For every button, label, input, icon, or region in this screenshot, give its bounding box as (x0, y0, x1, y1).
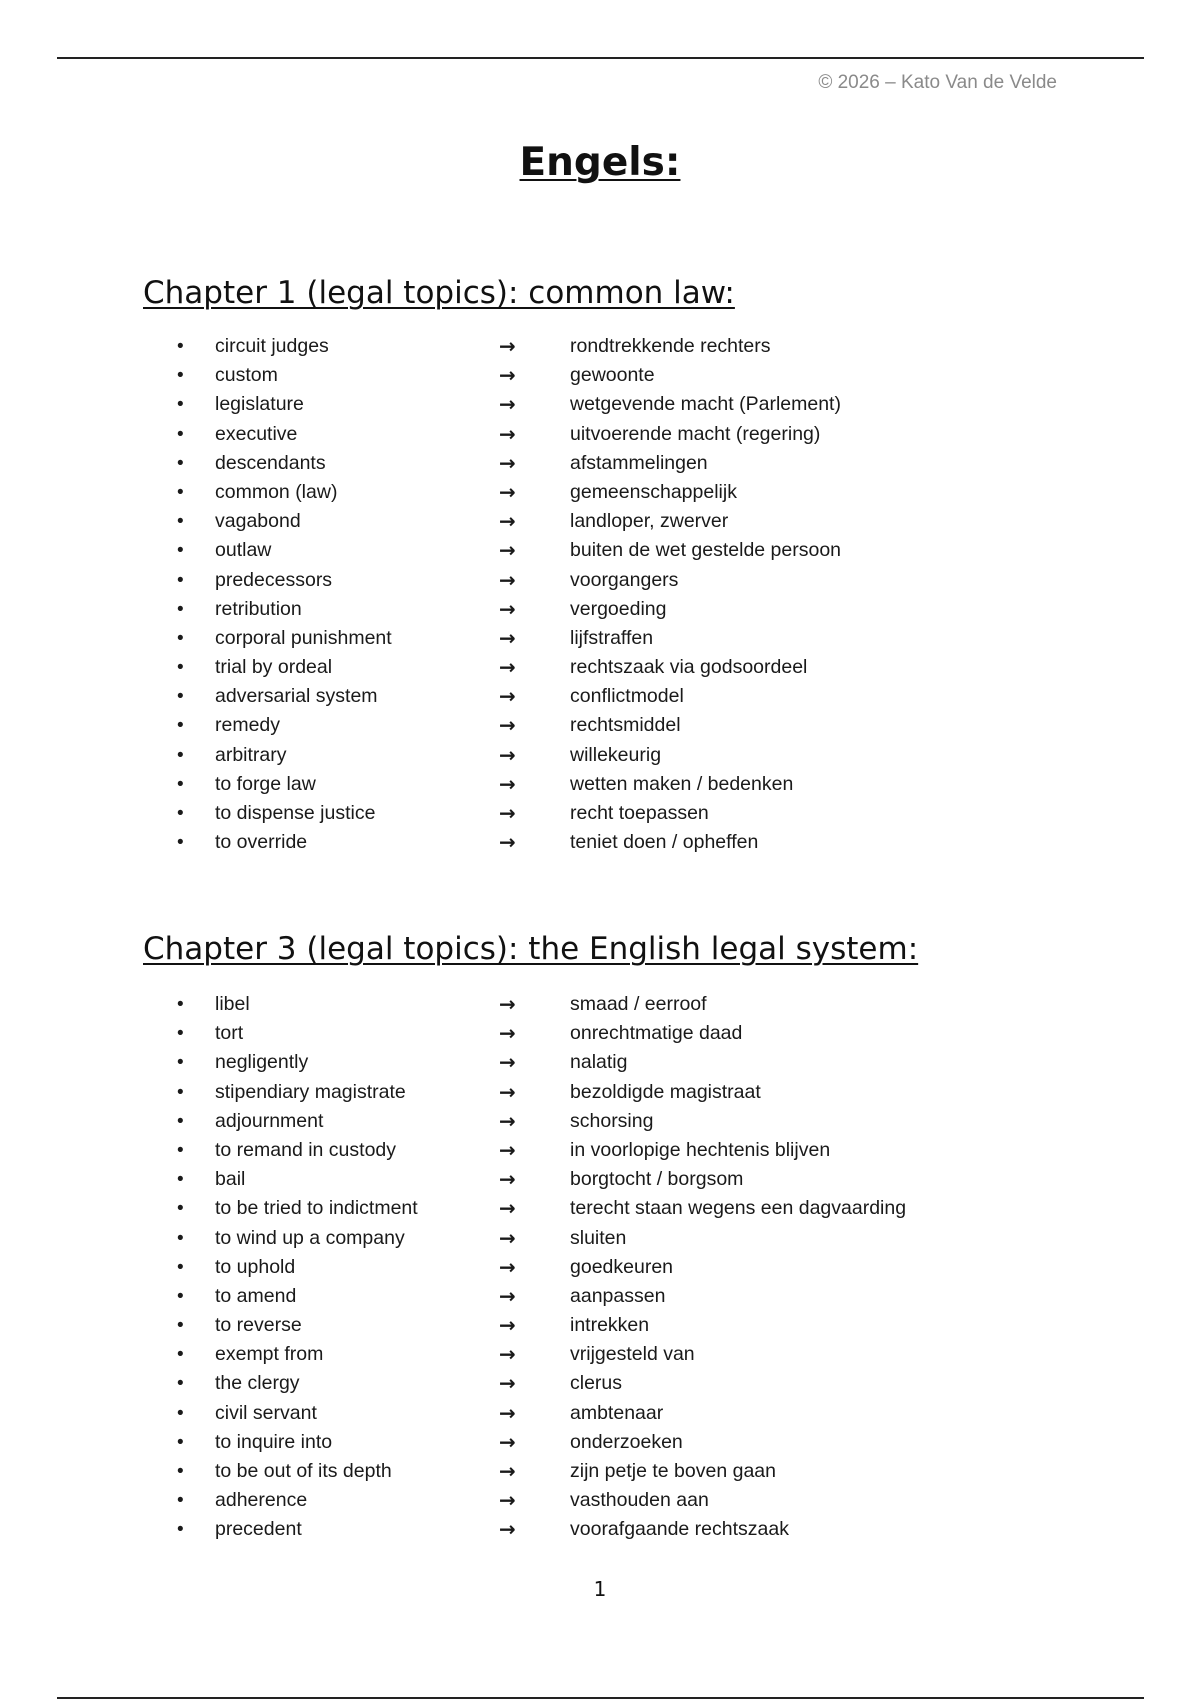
vocab-translation: voorafgaande rechtszaak (570, 1518, 789, 1541)
arrow-right-icon: → (499, 1313, 516, 1338)
vocab-term: legislature (215, 393, 304, 416)
page-number: 1 (593, 1577, 607, 1601)
vocab-term: to amend (215, 1284, 297, 1307)
vocab-translation: schorsing (570, 1109, 654, 1132)
chapter-1-vocab-list (0, 332, 1200, 857)
arrow-right-icon: → (499, 1167, 516, 1192)
vocab-translation: recht toepassen (570, 802, 709, 824)
vocab-term: custom (215, 364, 278, 387)
arrow-right-icon: → (499, 801, 516, 825)
vocab-translation: borgtocht / borgsom (570, 1168, 744, 1191)
arrow-right-icon: → (499, 567, 516, 592)
document-title (0, 140, 1200, 185)
vocab-item (0, 1486, 1200, 1515)
vocab-term: exempt from (215, 1343, 324, 1366)
arrow-right-icon: → (499, 1137, 516, 1162)
vocab-term: stipendiary magistrate (215, 1080, 406, 1103)
arrow-right-icon: → (499, 1021, 516, 1046)
bullet-icon: • (177, 1198, 184, 1220)
vocab-item (0, 1019, 1200, 1048)
arrow-right-icon: → (499, 1225, 516, 1250)
arrow-right-icon: → (499, 992, 516, 1016)
bullet-icon: • (177, 803, 184, 824)
bullet-icon: • (177, 1285, 184, 1307)
vocab-translation: intrekken (570, 1314, 650, 1337)
vocab-term: corporal punishment (215, 626, 392, 649)
arrow-right-icon: → (499, 1079, 516, 1104)
bullet-icon: • (177, 686, 184, 708)
vocab-term: to remand in custody (215, 1138, 397, 1161)
vocab-term: to wind up a company (215, 1226, 405, 1249)
bullet-icon: • (177, 365, 184, 387)
bullet-icon: • (177, 336, 184, 357)
arrow-right-icon: → (499, 421, 516, 446)
vocab-translation: conflictmodel (570, 685, 684, 708)
arrow-right-icon: → (499, 1196, 516, 1221)
bullet-icon: • (177, 1373, 184, 1395)
vocab-item (0, 828, 1200, 857)
vocab-term: circuit judges (215, 335, 329, 357)
vocab-item (0, 1224, 1200, 1253)
vocab-translation: uitvoerende macht (regering) (570, 422, 821, 445)
vocab-item (0, 990, 1200, 1019)
vocab-term: outlaw (215, 539, 272, 562)
vocab-item (0, 420, 1200, 449)
vocab-term: common (law) (215, 480, 338, 503)
vocab-translation: rondtrekkende rechters (570, 335, 771, 357)
chapter-3-heading: Chapter 3 (legal topics): the English legal system: (143, 931, 919, 967)
arrow-right-icon: → (499, 1517, 516, 1542)
vocab-item (0, 1515, 1200, 1544)
vocab-translation: onrechtmatige daad (570, 1022, 743, 1045)
vocab-translation: zijn petje te boven gaan (570, 1460, 776, 1482)
vocab-item (0, 1340, 1200, 1369)
vocab-term: to reverse (215, 1314, 302, 1337)
vocab-item (0, 741, 1200, 770)
bullet-icon: • (177, 423, 184, 445)
vocab-translation: vasthouden aan (570, 1489, 709, 1512)
bullet-icon: • (177, 657, 184, 679)
vocab-translation: sluiten (570, 1226, 627, 1249)
copyright-notice: © 2026 – Kato Van de Velde (818, 72, 1057, 93)
arrow-right-icon: → (499, 450, 516, 475)
vocab-translation: wetten maken / bedenken (570, 772, 794, 795)
bullet-icon: • (177, 1169, 184, 1191)
vocab-translation: clerus (570, 1372, 623, 1395)
vocab-term: libel (215, 993, 250, 1015)
vocab-translation: bezoldigde magistraat (570, 1080, 761, 1103)
vocab-translation: landloper, zwerver (570, 510, 729, 533)
vocab-term: adherence (215, 1489, 308, 1512)
bullet-icon: • (177, 1081, 184, 1103)
vocab-translation: teniet doen / opheffen (570, 831, 759, 854)
vocab-term: the clergy (215, 1372, 300, 1395)
bullet-icon: • (177, 1490, 184, 1512)
arrow-right-icon: → (499, 509, 516, 534)
vocab-item (0, 478, 1200, 507)
vocab-term: arbitrary (215, 743, 287, 766)
vocab-term: to uphold (215, 1255, 296, 1278)
arrow-right-icon: → (499, 713, 516, 738)
bullet-icon: • (177, 994, 184, 1015)
arrow-right-icon: → (499, 1283, 516, 1308)
arrow-right-icon: → (499, 1459, 516, 1483)
vocab-translation: vergoeding (570, 597, 667, 620)
vocab-translation: voorgangers (570, 568, 679, 591)
vocab-translation: ambtenaar (570, 1401, 664, 1424)
vocab-item (0, 799, 1200, 828)
vocab-term: adjournment (215, 1109, 324, 1132)
vocab-item (0, 1165, 1200, 1194)
vocab-item (0, 595, 1200, 624)
arrow-right-icon: → (499, 655, 516, 680)
vocab-term: to forge law (215, 772, 316, 795)
vocab-item (0, 1428, 1200, 1457)
vocab-item (0, 770, 1200, 799)
vocab-term: descendants (215, 451, 326, 474)
bullet-icon: • (177, 481, 184, 503)
arrow-right-icon: → (499, 334, 516, 358)
bullet-icon: • (177, 452, 184, 474)
arrow-right-icon: → (499, 1429, 516, 1454)
bullet-icon: • (177, 715, 184, 737)
arrow-right-icon: → (499, 1050, 516, 1075)
vocab-term: executive (215, 422, 298, 445)
vocab-item (0, 1078, 1200, 1107)
arrow-right-icon: → (499, 363, 516, 388)
bullet-icon: • (177, 1315, 184, 1337)
vocab-translation: wetgevende macht (Parlement) (570, 393, 841, 416)
vocab-item (0, 624, 1200, 653)
vocab-term: retribution (215, 597, 302, 620)
arrow-right-icon: → (499, 538, 516, 563)
vocab-term: bail (215, 1168, 246, 1191)
header-rule (57, 57, 1144, 59)
vocab-translation: vrijgesteld van (570, 1343, 695, 1366)
vocab-term: to be tried to indictment (215, 1197, 418, 1220)
bullet-icon: • (177, 569, 184, 591)
vocab-item (0, 682, 1200, 711)
vocab-item (0, 390, 1200, 419)
vocab-translation: buiten de wet gestelde persoon (570, 539, 842, 562)
arrow-right-icon: → (499, 1254, 516, 1279)
vocab-item (0, 1311, 1200, 1340)
vocab-term: to override (215, 831, 308, 854)
bullet-icon: • (177, 598, 184, 620)
footer-rule (57, 1697, 1144, 1699)
vocab-item (0, 1282, 1200, 1311)
arrow-right-icon: → (499, 742, 516, 767)
vocab-translation: rechtszaak via godsoordeel (570, 656, 808, 679)
vocab-translation: terecht staan wegens een dagvaarding (570, 1197, 907, 1220)
vocab-translation: lijfstraffen (570, 626, 654, 649)
vocab-item (0, 1457, 1200, 1486)
bullet-icon: • (177, 511, 184, 533)
arrow-right-icon: → (499, 684, 516, 709)
arrow-right-icon: → (499, 392, 516, 417)
vocab-term: tort (215, 1022, 244, 1045)
vocab-translation: gemeenschappelijk (570, 480, 737, 503)
vocab-item (0, 1369, 1200, 1398)
vocab-term: adversarial system (215, 685, 378, 708)
bullet-icon: • (177, 1023, 184, 1045)
vocab-translation: nalatig (570, 1051, 628, 1074)
arrow-right-icon: → (499, 830, 516, 855)
bullet-icon: • (177, 540, 184, 562)
bullet-icon: • (177, 1110, 184, 1132)
vocab-term: civil servant (215, 1401, 317, 1424)
document-title-text: Engels: (519, 140, 681, 185)
bullet-icon: • (177, 744, 184, 766)
vocab-term: remedy (215, 714, 281, 737)
arrow-right-icon: → (499, 1342, 516, 1367)
vocab-item (0, 711, 1200, 740)
arrow-right-icon: → (499, 479, 516, 504)
vocab-term: to inquire into (215, 1430, 333, 1453)
arrow-right-icon: → (499, 1488, 516, 1513)
vocab-term: to be out of its depth (215, 1460, 392, 1482)
vocab-term: to dispense justice (215, 802, 376, 824)
bullet-icon: • (177, 1139, 184, 1161)
bullet-icon: • (177, 1402, 184, 1424)
vocab-item (0, 1399, 1200, 1428)
arrow-right-icon: → (499, 1108, 516, 1133)
vocab-item (0, 1107, 1200, 1136)
vocab-term: predecessors (215, 568, 333, 591)
vocab-item (0, 449, 1200, 478)
vocab-translation: rechtsmiddel (570, 714, 681, 737)
vocab-item (0, 653, 1200, 682)
vocab-translation: onderzoeken (570, 1430, 683, 1453)
chapter-1-heading: Chapter 1 (legal topics): common law: (143, 275, 735, 311)
bullet-icon: • (177, 1052, 184, 1074)
vocab-item (0, 507, 1200, 536)
vocab-item (0, 1136, 1200, 1165)
vocab-translation: gewoonte (570, 364, 655, 387)
vocab-translation: in voorlopige hechtenis blijven (570, 1138, 831, 1161)
vocab-item (0, 361, 1200, 390)
vocab-translation: afstammelingen (570, 451, 708, 474)
vocab-translation: willekeurig (570, 743, 662, 766)
vocab-translation: goedkeuren (570, 1255, 674, 1278)
arrow-right-icon: → (499, 596, 516, 621)
arrow-right-icon: → (499, 1400, 516, 1425)
vocab-term: vagabond (215, 510, 301, 533)
bullet-icon: • (177, 1227, 184, 1249)
vocab-item (0, 1253, 1200, 1282)
vocab-item (0, 536, 1200, 565)
vocab-item (0, 566, 1200, 595)
bullet-icon: • (177, 1431, 184, 1453)
vocab-item (0, 1194, 1200, 1223)
vocab-translation: smaad / eerroof (570, 993, 707, 1015)
vocab-term: precedent (215, 1518, 302, 1541)
arrow-right-icon: → (499, 1371, 516, 1396)
bullet-icon: • (177, 1256, 184, 1278)
bullet-icon: • (177, 832, 184, 854)
bullet-icon: • (177, 1519, 184, 1541)
arrow-right-icon: → (499, 625, 516, 650)
chapter-3-vocab-list (0, 990, 1200, 1545)
vocab-translation: aanpassen (570, 1284, 666, 1307)
arrow-right-icon: → (499, 771, 516, 796)
bullet-icon: • (177, 773, 184, 795)
vocab-item (0, 1048, 1200, 1077)
vocab-item (0, 332, 1200, 361)
vocab-term: trial by ordeal (215, 656, 333, 679)
vocab-term: negligently (215, 1051, 309, 1074)
bullet-icon: • (177, 394, 184, 416)
bullet-icon: • (177, 1344, 184, 1366)
bullet-icon: • (177, 1461, 184, 1482)
bullet-icon: • (177, 627, 184, 649)
